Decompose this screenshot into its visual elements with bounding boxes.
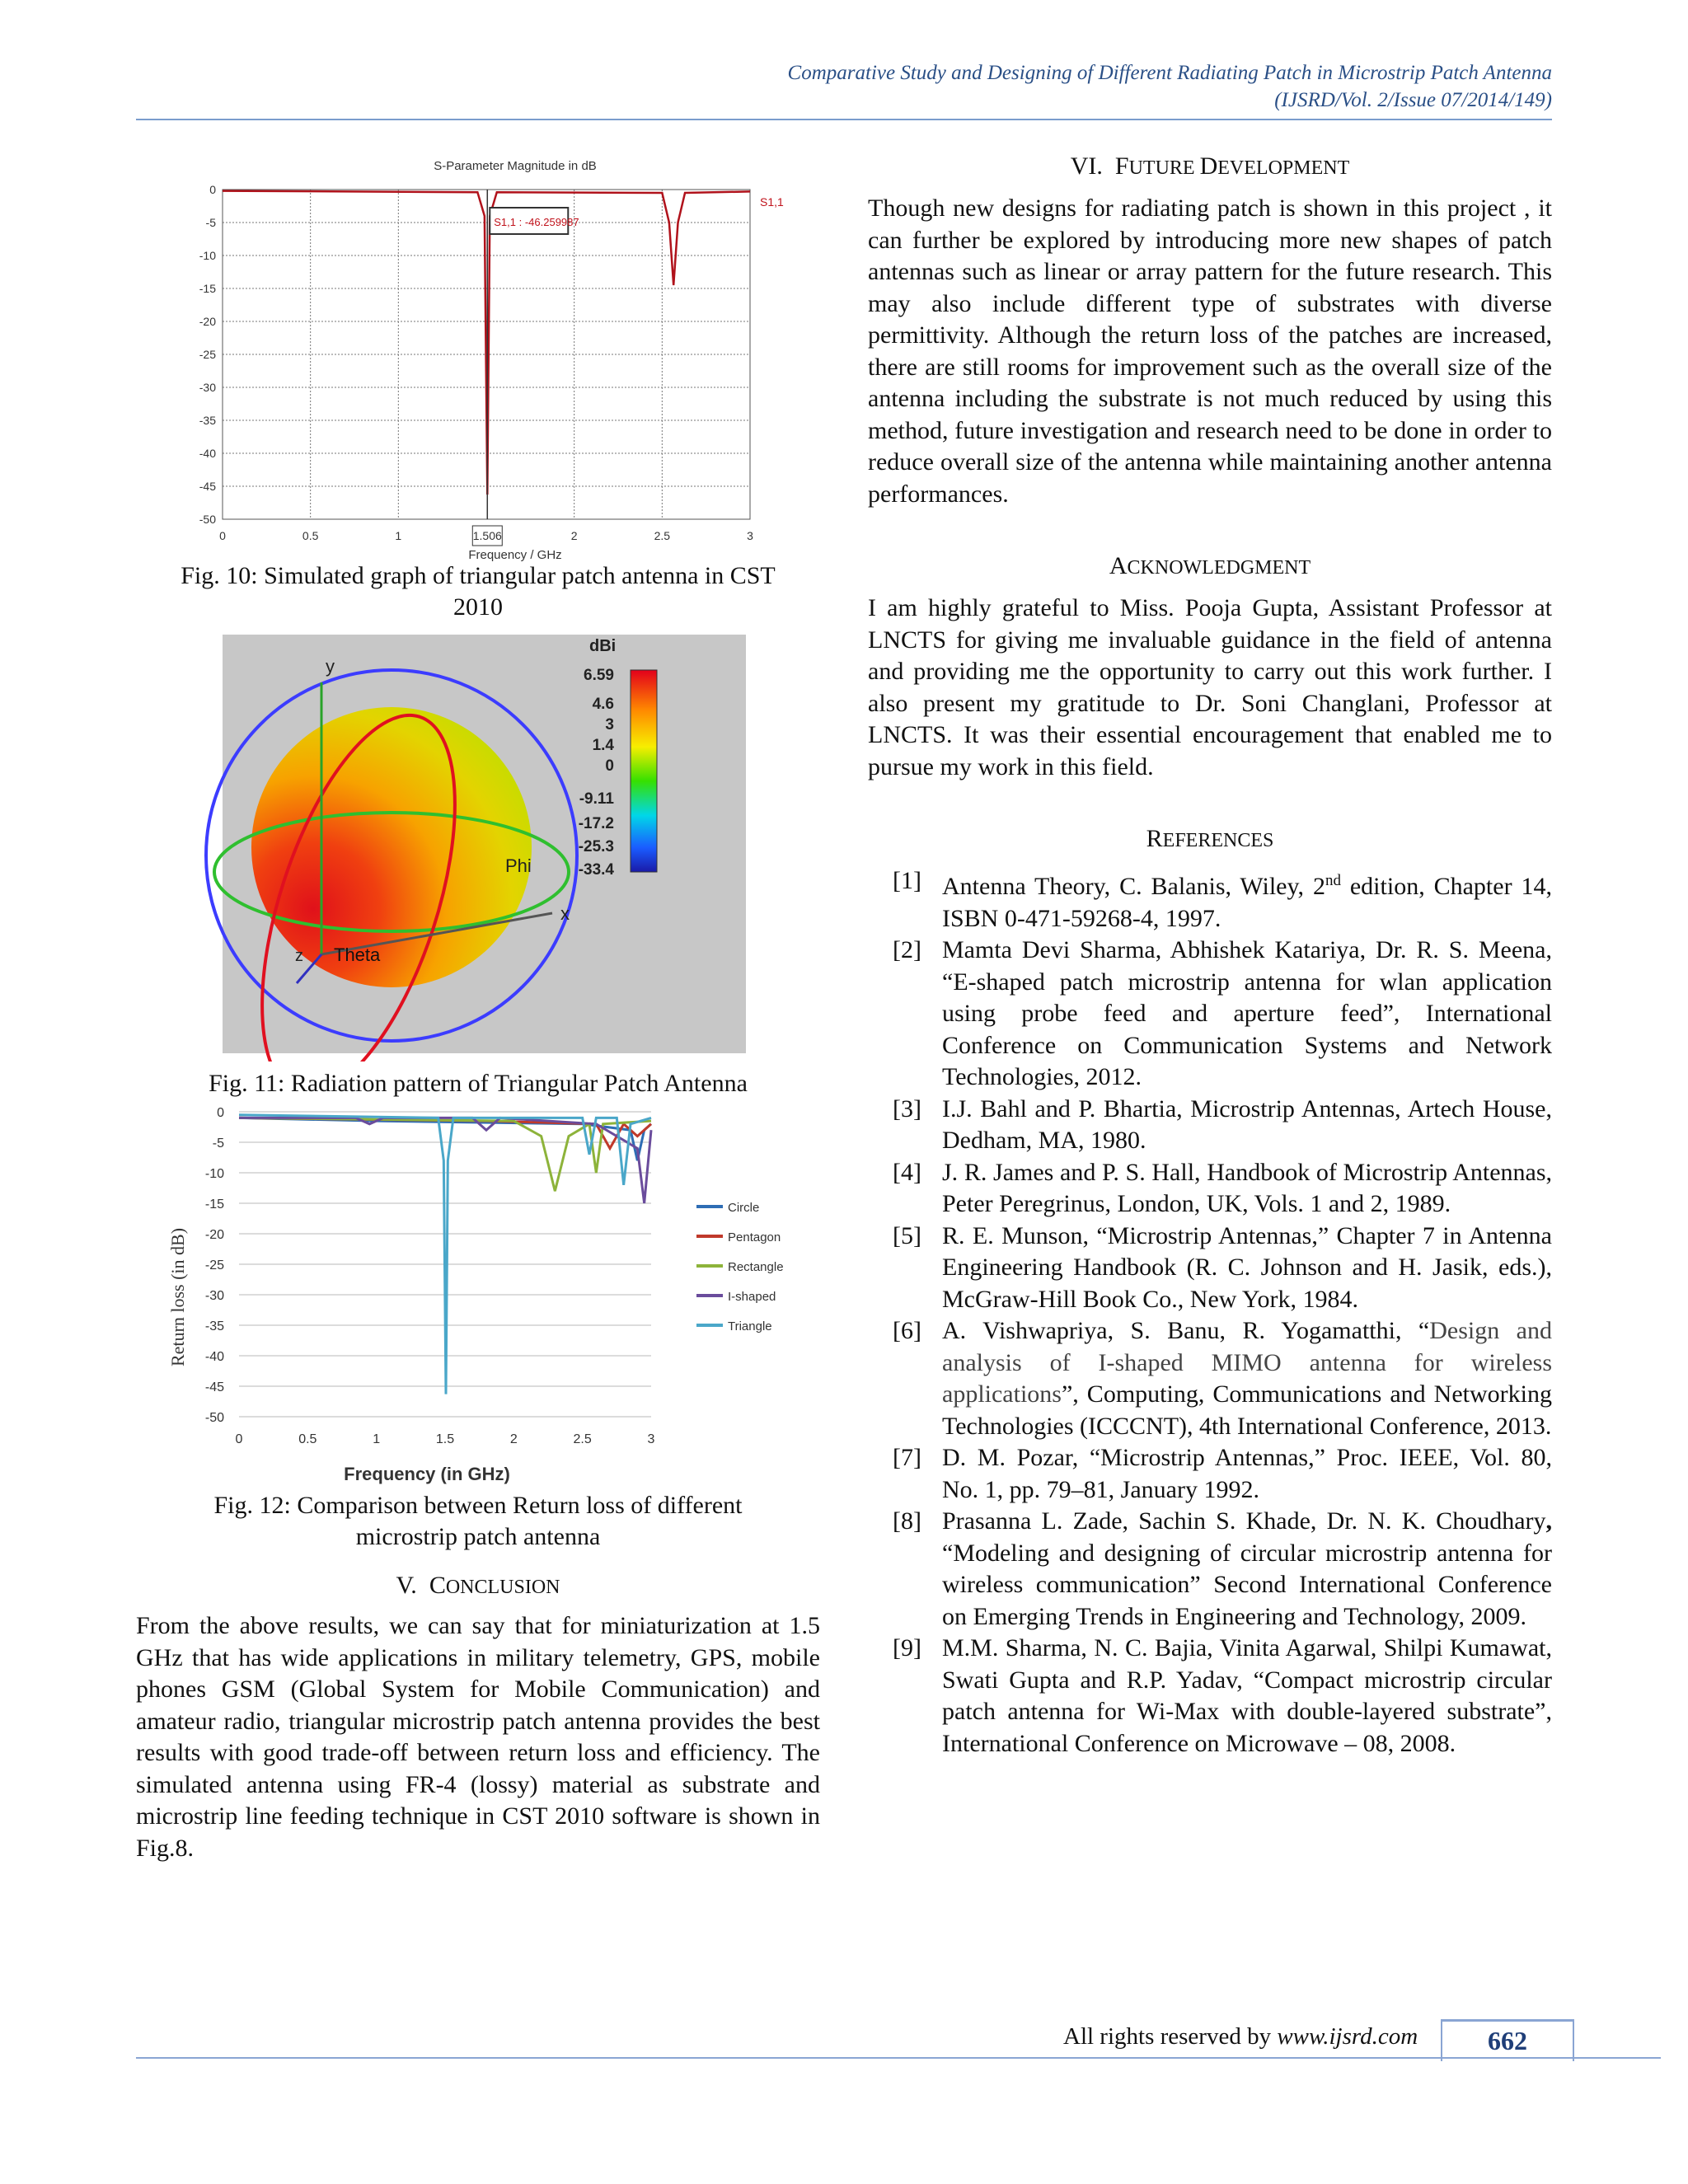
axis-y-label: y — [326, 656, 335, 677]
fig10-caption-line1: Fig. 10: Simulated graph of triangular patch antenna in CST — [181, 562, 776, 589]
fig12-ytick: -30 — [204, 1289, 224, 1303]
fig12-ytick: 0 — [217, 1106, 224, 1120]
reference-text: Antenna Theory, C. Balanis, Wiley, 2 — [942, 873, 1325, 900]
fig10-legend: S1,1 — [760, 195, 784, 209]
fig10-ytick: -30 — [199, 381, 216, 394]
fig10-ytick: -15 — [199, 282, 216, 295]
reference-number: [6] — [893, 1317, 921, 1344]
section5-text: From the above results, we can say that for miniaturization at 1.5 GHz that has wide applications in military telemetry, GPS, mobile phones GSM (Global System for Mobile Communication) and amateur radio, triangular microstrip patch antenna provides the best results with good trade-off between return loss and efficiency. The simulated antenna using FR-4 (lossy) material as substrate and microstrip line feeding technique in CST 2010 software is shown in Fig.8. — [136, 1612, 820, 1862]
fig12-series-triangle — [239, 1115, 651, 1394]
section6-heading — [868, 152, 1552, 183]
scale-value: 1.4 — [592, 737, 614, 754]
fig12-caption-line1: Fig. 12: Comparison between Return loss of different — [213, 1492, 743, 1519]
fig10-ytick: -50 — [199, 513, 216, 526]
reference-item — [868, 1315, 1552, 1442]
fig10-xtick: 1 — [395, 529, 402, 542]
reference-number: [4] — [893, 1158, 921, 1186]
fig12-xtick: 0.5 — [298, 1432, 317, 1446]
reference-text: J. R. James and P. S. Hall, Handbook of Microstrip Antennas, Peter Peregrinus, London, UK, Vols. 1 and 2, 1989. — [942, 1158, 1552, 1217]
left-column — [136, 140, 820, 1864]
fig12-xtick: 0 — [235, 1432, 243, 1446]
ack-text: I am highly grateful to Miss. Pooja Gupta, Assistant Professor at LNCTS for giving me invaluable guidance in the field of antenna and providing me the opportunity to carry out this work further. I also present my gratitude to Dr. Soni Changlani, Professor at LNCTS. It was their essential encouragement that enabled me to pursue my work in this field. — [868, 594, 1552, 780]
fig10-xtick: 1.506 — [472, 529, 502, 542]
fig12-legend-label: Triangle — [728, 1319, 772, 1333]
fig12-legend-label: Pentagon — [728, 1230, 781, 1244]
footer-site-link[interactable]: www.ijsrd.com — [1277, 2023, 1418, 2050]
reference-text: D. M. Pozar, “Microstrip Antennas,” Proc. IEEE, Vol. 80, No. 1, pp. 79–81, January 1992. — [942, 1444, 1552, 1503]
fig12-ytick: -45 — [204, 1380, 224, 1394]
fig12-ytick: -50 — [204, 1411, 224, 1425]
footer-text: All rights reserved by — [1063, 2023, 1278, 2050]
fig12-legend-label: Rectangle — [728, 1260, 784, 1274]
fig12-xtick: 2 — [509, 1432, 518, 1446]
reference-text: R. E. Munson, “Microstrip Antennas,” Chapter 7 in Antenna Engineering Handbook (R. C. Johnson and H. Jasik, eds.), McGraw-Hill Book Co., New York, 1984. — [942, 1221, 1552, 1313]
reference-item — [868, 1633, 1552, 1760]
reference-number: [2] — [893, 936, 921, 963]
section5-title-first: C — [429, 1572, 446, 1599]
footer-rule — [136, 2057, 1661, 2059]
section5-number: V. — [396, 1572, 417, 1599]
section6-title-r1: UTURE — [1128, 157, 1200, 179]
fig10-xlabel: Frequency / GHz — [468, 548, 562, 562]
scale-value: -17.2 — [578, 815, 614, 832]
right-column — [868, 152, 1552, 1760]
fig10-caption — [136, 560, 820, 623]
reference-number: [8] — [893, 1507, 921, 1535]
running-header — [788, 59, 1552, 114]
fig12-ytick: -35 — [204, 1319, 224, 1333]
header-title: Comparative Study and Designing of Different Radiating Patch in Microstrip Patch Antenna — [787, 62, 1552, 84]
color-scale-bar — [631, 670, 657, 872]
axis-theta-label: Theta — [334, 944, 381, 965]
fig10-xtick: 0.5 — [302, 529, 319, 542]
header-volume: (IJSRD/Vol. 2/Issue 07/2014/149) — [1274, 89, 1552, 111]
fig12-xlabel: Frequency (in GHz) — [344, 1464, 510, 1484]
fig12-legend-label: Circle — [728, 1201, 760, 1215]
scale-unit: dBi — [589, 637, 617, 655]
section6-text: Though new designs for radiating patch is shown in this project , it can further be explored by introducing more new shapes of patch antennas such as linear or array pattern for the future research. This may also include different type of substrates with diverse permittivity. Although the return loss of the patches are increased, there are still rooms for improvement such as the overall size of the antenna including the substrate is not much reduced by using this method, future investigation and research need to be done in order to reduce overall size of the antenna while maintaining another antenna performances. — [868, 194, 1552, 508]
fig12-caption-line2: microstrip patch antenna — [355, 1523, 601, 1550]
fig10-xtick: 3 — [747, 529, 753, 542]
reference-text: edition, Chapter 14, ISBN 0-471-59268-4, 1997. — [942, 873, 1552, 932]
reference-superscript: nd — [1325, 872, 1341, 889]
section6-number: VI. — [1070, 152, 1103, 180]
scale-value: 6.59 — [584, 667, 614, 684]
fig12-ytick: -5 — [212, 1137, 224, 1151]
fig12-xtick: 1 — [373, 1432, 381, 1446]
fig11-radiation-pattern — [136, 633, 820, 1062]
fig10-ytick: -20 — [199, 315, 216, 328]
fig10-ytick: -10 — [199, 249, 216, 262]
fig10-ytick: 0 — [209, 183, 216, 196]
ack-title-first: A — [1109, 552, 1128, 579]
axis-z-label: z — [295, 947, 303, 965]
reference-text: Prasanna L. Zade, Sachin S. Khade, Dr. N. K. Choudhary — [942, 1507, 1546, 1535]
section5-heading — [136, 1571, 820, 1602]
ack-title-rest: CKNOWLEDGMENT — [1127, 557, 1311, 579]
references-title-first: R — [1146, 825, 1163, 852]
fig10-ytick: -45 — [199, 480, 216, 493]
fig12-legend-label: I-shaped — [728, 1290, 776, 1304]
fig12-ytick: -20 — [204, 1228, 224, 1242]
reference-item — [868, 1221, 1552, 1316]
references-title-rest: EFERENCES — [1162, 830, 1274, 851]
reference-title: Design and analysis of I-shaped MIMO antenna for wireless applications — [942, 1317, 1552, 1408]
fig10-xtick: 2.5 — [654, 529, 671, 542]
scale-value: -9.11 — [579, 790, 614, 808]
reference-item — [868, 1094, 1552, 1157]
fig12-xtick: 3 — [647, 1432, 655, 1446]
reference-item — [868, 1157, 1552, 1221]
fig10-marker-label: S1,1 : -46.259987 — [494, 216, 579, 228]
pattern-sphere — [251, 707, 532, 987]
reference-text: “Modeling and designing of circular microstrip antenna for wireless communication” Second International Conference on Emerging Trends in Engineering and Technology, 2009. — [942, 1539, 1552, 1630]
reference-text: ”, Computing, Communications and Networking Technologies (ICCCNT), 4th International Conference, 2013. — [942, 1380, 1552, 1440]
fig10-xtick: 2 — [570, 529, 578, 542]
fig12-chart — [136, 1099, 820, 1487]
reference-item — [868, 865, 1552, 935]
fig10-caption-line2: 2010 — [453, 593, 503, 621]
reference-number: [7] — [893, 1444, 921, 1471]
axis-x-label: x — [560, 903, 570, 924]
fig12-ytick: -10 — [204, 1167, 224, 1181]
reference-number: [1] — [893, 867, 921, 894]
scale-value: 3 — [605, 716, 614, 733]
reference-item — [868, 935, 1552, 1094]
footer-rights — [1063, 2023, 1418, 2050]
header-rule — [136, 119, 1552, 120]
section6-title-f2: D — [1199, 152, 1218, 180]
reference-list — [868, 865, 1552, 1760]
fig12-xtick: 1.5 — [435, 1432, 455, 1446]
fig12-caption — [136, 1490, 820, 1553]
fig12-ytick: -25 — [204, 1258, 224, 1272]
references-heading — [868, 824, 1552, 855]
fig10-xtick: 0 — [219, 529, 226, 542]
fig12-xtick: 2.5 — [573, 1432, 592, 1446]
fig10-chart — [169, 140, 853, 569]
fig10-ytick: -25 — [199, 348, 216, 361]
reference-text: A. Vishwapriya, S. Banu, R. Yogamatthi, “ — [942, 1317, 1430, 1344]
section6-title-f1: F — [1114, 152, 1129, 180]
page-number: 662 — [1441, 2019, 1574, 2061]
reference-item — [868, 1442, 1552, 1506]
section6-title-r2: EVELOPMENT — [1217, 157, 1350, 179]
fig10-ytick: -5 — [205, 216, 216, 229]
reference-text: I.J. Bahl and P. Bhartia, Microstrip Antennas, Artech House, Dedham, MA, 1980. — [942, 1094, 1552, 1154]
fig10-title: S-Parameter Magnitude in dB — [434, 159, 597, 173]
axis-phi-label: Phi — [505, 855, 532, 876]
reference-comma: , — [1545, 1507, 1552, 1535]
scale-value: 0 — [605, 757, 614, 775]
fig10-ytick: -40 — [199, 447, 216, 460]
reference-text: M.M. Sharma, N. C. Bajia, Vinita Agarwal, Shilpi Kumawat, Swati Gupta and R.P. Yadav, “Compact microstrip circular patch antenna for Wi-Max with double-layered substrate”, International Conference on Microwave – 08, 2008. — [942, 1634, 1552, 1757]
fig12-ylabel: Return loss (in dB) — [167, 1227, 188, 1367]
scale-value: -33.4 — [578, 861, 614, 879]
scale-value: 4.6 — [592, 696, 614, 713]
ack-heading — [868, 551, 1552, 583]
section5-title-rest: ONCLUSION — [445, 1577, 560, 1598]
reference-item — [868, 1506, 1552, 1633]
fig12-ytick: -15 — [204, 1197, 224, 1212]
reference-number: [5] — [893, 1221, 921, 1249]
reference-number: [9] — [893, 1634, 921, 1661]
reference-text: Mamta Devi Sharma, Abhishek Katariya, Dr. R. S. Meena, “E-shaped patch microstrip antenna for wlan application using probe feed and aperture feed”, International Conference on Communication Systems and Network Technologies, 2012. — [942, 936, 1552, 1090]
fig10-ytick: -35 — [199, 414, 216, 427]
fig11-caption: Fig. 11: Radiation pattern of Triangular Patch Antenna — [209, 1070, 748, 1097]
scale-value: -25.3 — [578, 838, 614, 855]
fig12-ytick: -40 — [204, 1350, 224, 1364]
reference-number: [3] — [893, 1094, 921, 1122]
